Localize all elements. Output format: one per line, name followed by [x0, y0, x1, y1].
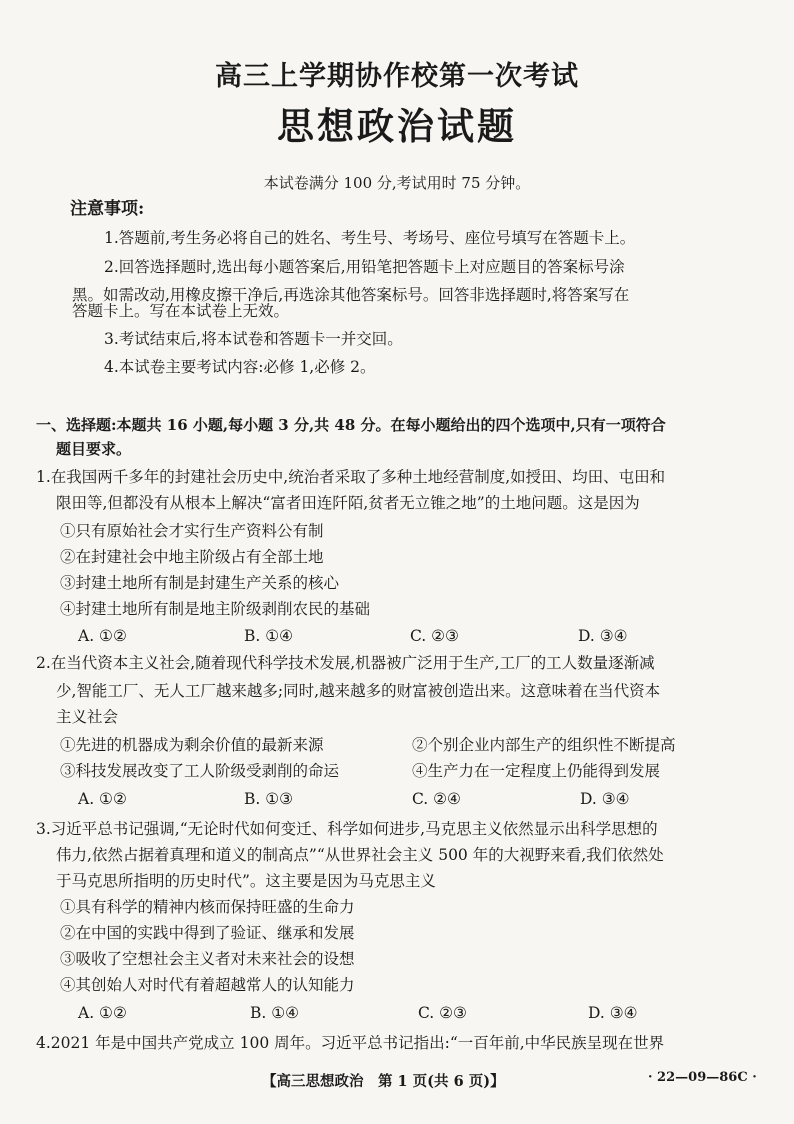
q3-stem: 3.习近平总书记强调,“无论时代如何变迁、科学如何进步,马克思主义依然显示出科学思想的 [36, 820, 658, 838]
q2-option-b: B. ①③ [244, 790, 294, 808]
q1-item: ③封建土地所有制是封建生产关系的核心 [60, 574, 340, 592]
score-info: 本试卷满分 100 分,考试用时 75 分钟。 [263, 174, 531, 192]
exam-title: 高三上学期协作校第一次考试 [215, 61, 579, 92]
q1-option-c: C. ②③ [410, 627, 459, 645]
page-footer: 【高三思想政治 第 1 页(共 6 页)】 [262, 1073, 505, 1090]
q2-option-a: A. ①② [78, 790, 127, 808]
q1-item: ①只有原始社会才实行生产资料公有制 [60, 522, 324, 540]
note-line: 3.考试结束后,将本试卷和答题卡一并交回。 [104, 330, 403, 348]
q3-option-c: C. ②③ [418, 1004, 467, 1022]
q1-item: ④封建土地所有制是地主阶级剥削农民的基础 [60, 600, 371, 618]
q2-item: ③科技发展改变了工人阶级受剥削的命运 [60, 762, 340, 780]
subject-title: 思想政治试题 [277, 104, 517, 148]
q3-stem: 伟力,依然占据着真理和道义的制高点”“从世界社会主义 500 年的大视野来看,我们依然处 [56, 846, 664, 864]
notes-title: 注意事项: [70, 199, 145, 219]
q3-option-b: B. ①④ [250, 1004, 300, 1022]
note-line: 答题卡上。写在本试卷上无效。 [72, 302, 290, 320]
q3-item: ①具有科学的精神内核而保持旺盛的生命力 [60, 898, 355, 916]
q2-stem: 主义社会 [56, 708, 119, 726]
section-heading-cont: 题目要求。 [56, 440, 132, 458]
q3-stem: 于马克思所指明的历史时代”。这主要是因为马克思主义 [56, 872, 436, 890]
q2-item: ①先进的机器成为剩余价值的最新来源 [60, 736, 324, 754]
q1-stem: 1.在我国两千多年的封建社会历史中,统治者采取了多种土地经营制度,如授田、均田、屯田和 [36, 468, 666, 486]
q3-option-a: A. ①② [78, 1004, 127, 1022]
note-line: 2.回答选择题时,选出每小题答案后,用铅笔把答题卡上对应题目的答案标号涂 [104, 258, 625, 276]
q3-item: ④其创始人对时代有着超越常人的认知能力 [60, 976, 355, 994]
q3-item: ②在中国的实践中得到了验证、继承和发展 [60, 924, 355, 942]
q1-stem: 限田等,但都没有从根本上解决“富者田连阡陌,贫者无立锥之地”的土地问题。这是因为 [56, 494, 640, 512]
q2-stem: 2.在当代资本主义社会,随着现代科学技术发展,机器被广泛用于生产,工厂的工人数量逐渐减 [36, 654, 655, 672]
q2-item: ④生产力在一定程度上仍能得到发展 [412, 762, 661, 780]
q2-option-c: C. ②④ [412, 790, 461, 808]
note-line: 黑。如需改动,用橡皮擦干净后,再选涂其他答案标号。回答非选择题时,将答案写在 [72, 286, 630, 304]
q2-stem: 少,智能工厂、无人工厂越来越多;同时,越来越多的财富被创造出来。这意味着在当代资本 [56, 682, 661, 700]
q1-option-b: B. ①④ [244, 627, 294, 645]
q4-stem: 4.2021 年是中国共产党成立 100 周年。习近平总书记指出:“一百年前,中华民族呈现在世界 [36, 1034, 665, 1052]
note-line: 1.答题前,考生务必将自己的姓名、考生号、考场号、座位号填写在答题卡上。 [104, 229, 636, 247]
q1-option-d: D. ③④ [578, 627, 628, 645]
q1-option-a: A. ①② [78, 627, 127, 645]
q3-item: ③吸收了空想社会主义者对未来社会的设想 [60, 950, 355, 968]
q2-option-d: D. ③④ [580, 790, 630, 808]
q2-item: ②个别企业内部生产的组织性不断提高 [412, 736, 676, 754]
note-line: 4.本试卷主要考试内容:必修 1,必修 2。 [104, 358, 376, 376]
q3-option-d: D. ③④ [588, 1004, 638, 1022]
q1-item: ②在封建社会中地主阶级占有全部土地 [60, 548, 324, 566]
section-heading: 一、选择题:本题共 16 小题,每小题 3 分,共 48 分。在每小题给出的四个选项中,只有一项符合 [36, 416, 666, 434]
paper-code: · 22—09—86C · [648, 1070, 757, 1085]
